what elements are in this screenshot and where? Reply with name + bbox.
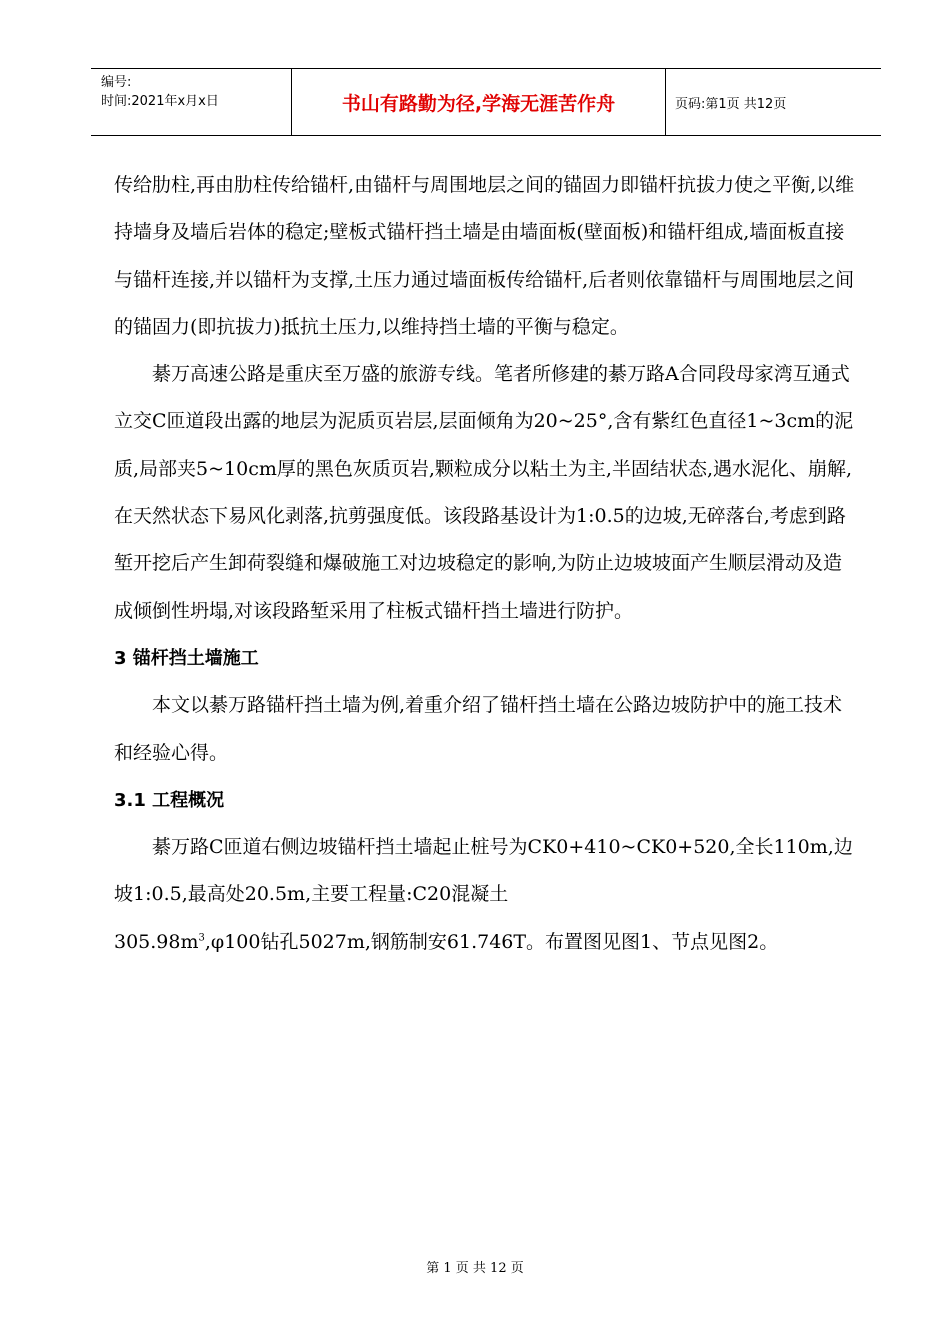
paragraph-2: 綦万高速公路是重庆至万盛的旅游专线。笔者所修建的綦万路A合同段母家湾互通式立交C匝道段出露的地层为泥质页岩层,层面倾角为20~25°,含有紫红色直径1~3cm的泥质,局部夹5~10cm厚的黑色灰质页岩,颗粒成分以粘土为主,半固结状态,遇水泥化、崩解,在天然状态下易风化剥落,抗剪强度低。该段路基设计为1:0.5的边坡,无碎落台,考虑到路堑开挖后产生卸荷裂缝和爆破施工对边坡稳定的影响,为防止边坡坡面产生顺层滑动及造成倾倒性坍塌,对该段路堑采用了柱板式锚杆挡土墙进行防护。 — [114, 363, 854, 622]
paragraph-3: 本文以綦万路锚杆挡土墙为例,着重介绍了锚杆挡土墙在公路边坡防护中的施工技术和经验心得。 — [114, 694, 843, 764]
header-motto: 书山有路勤为径,学海无涯苦作舟 — [292, 69, 666, 135]
paragraph-1: 传给肋柱,再由肋柱传给锚杆,由锚杆与周围地层之间的锚固力即锚杆抗拔力使之平衡,以维持墙身及墙后岩体的稳定;壁板式锚杆挡土墙是由墙面板(壁面板)和锚杆组成,墙面板直接与锚杆连接,并以锚杆为支撑,土压力通过墙面板传给锚杆,后者则依靠锚杆与周围地层之间的锚固力(即抗拔力)抵抗土压力,以维持挡土墙的平衡与稳定。 — [114, 174, 855, 338]
document-number-label: 编号: — [101, 75, 132, 90]
paragraph-4-superscript: 3 — [198, 932, 205, 944]
paragraph-4-line-1: 綦万路C匝道右侧边坡锚杆挡土墙起止桩号为CK0+410~CK0+520,全长110m,边坡1:0.5,最高处20.5m,主要工程量:C20混凝土 — [114, 836, 853, 906]
paragraph-4-line-2: ,φ100钻孔5027m,钢筋制安61.746T。布置图见图1、节点见图2。 — [204, 930, 779, 953]
document-time-label: 时间:2021年x月x日 — [101, 94, 219, 109]
header-page-info: 页码:第1页 共12页 — [675, 96, 787, 112]
document-header — [91, 68, 881, 136]
header-meta — [91, 69, 292, 135]
section-heading-3-1: 3.1 工程概况 — [114, 789, 225, 811]
page-footer: 第 1 页 共 12 页 — [426, 1261, 524, 1276]
section-heading-3: 3 锚杆挡土墙施工 — [114, 647, 259, 669]
paragraph-4-quantity: 305.98m — [114, 930, 199, 953]
document-body — [114, 162, 859, 966]
paragraph-4 — [114, 824, 859, 966]
